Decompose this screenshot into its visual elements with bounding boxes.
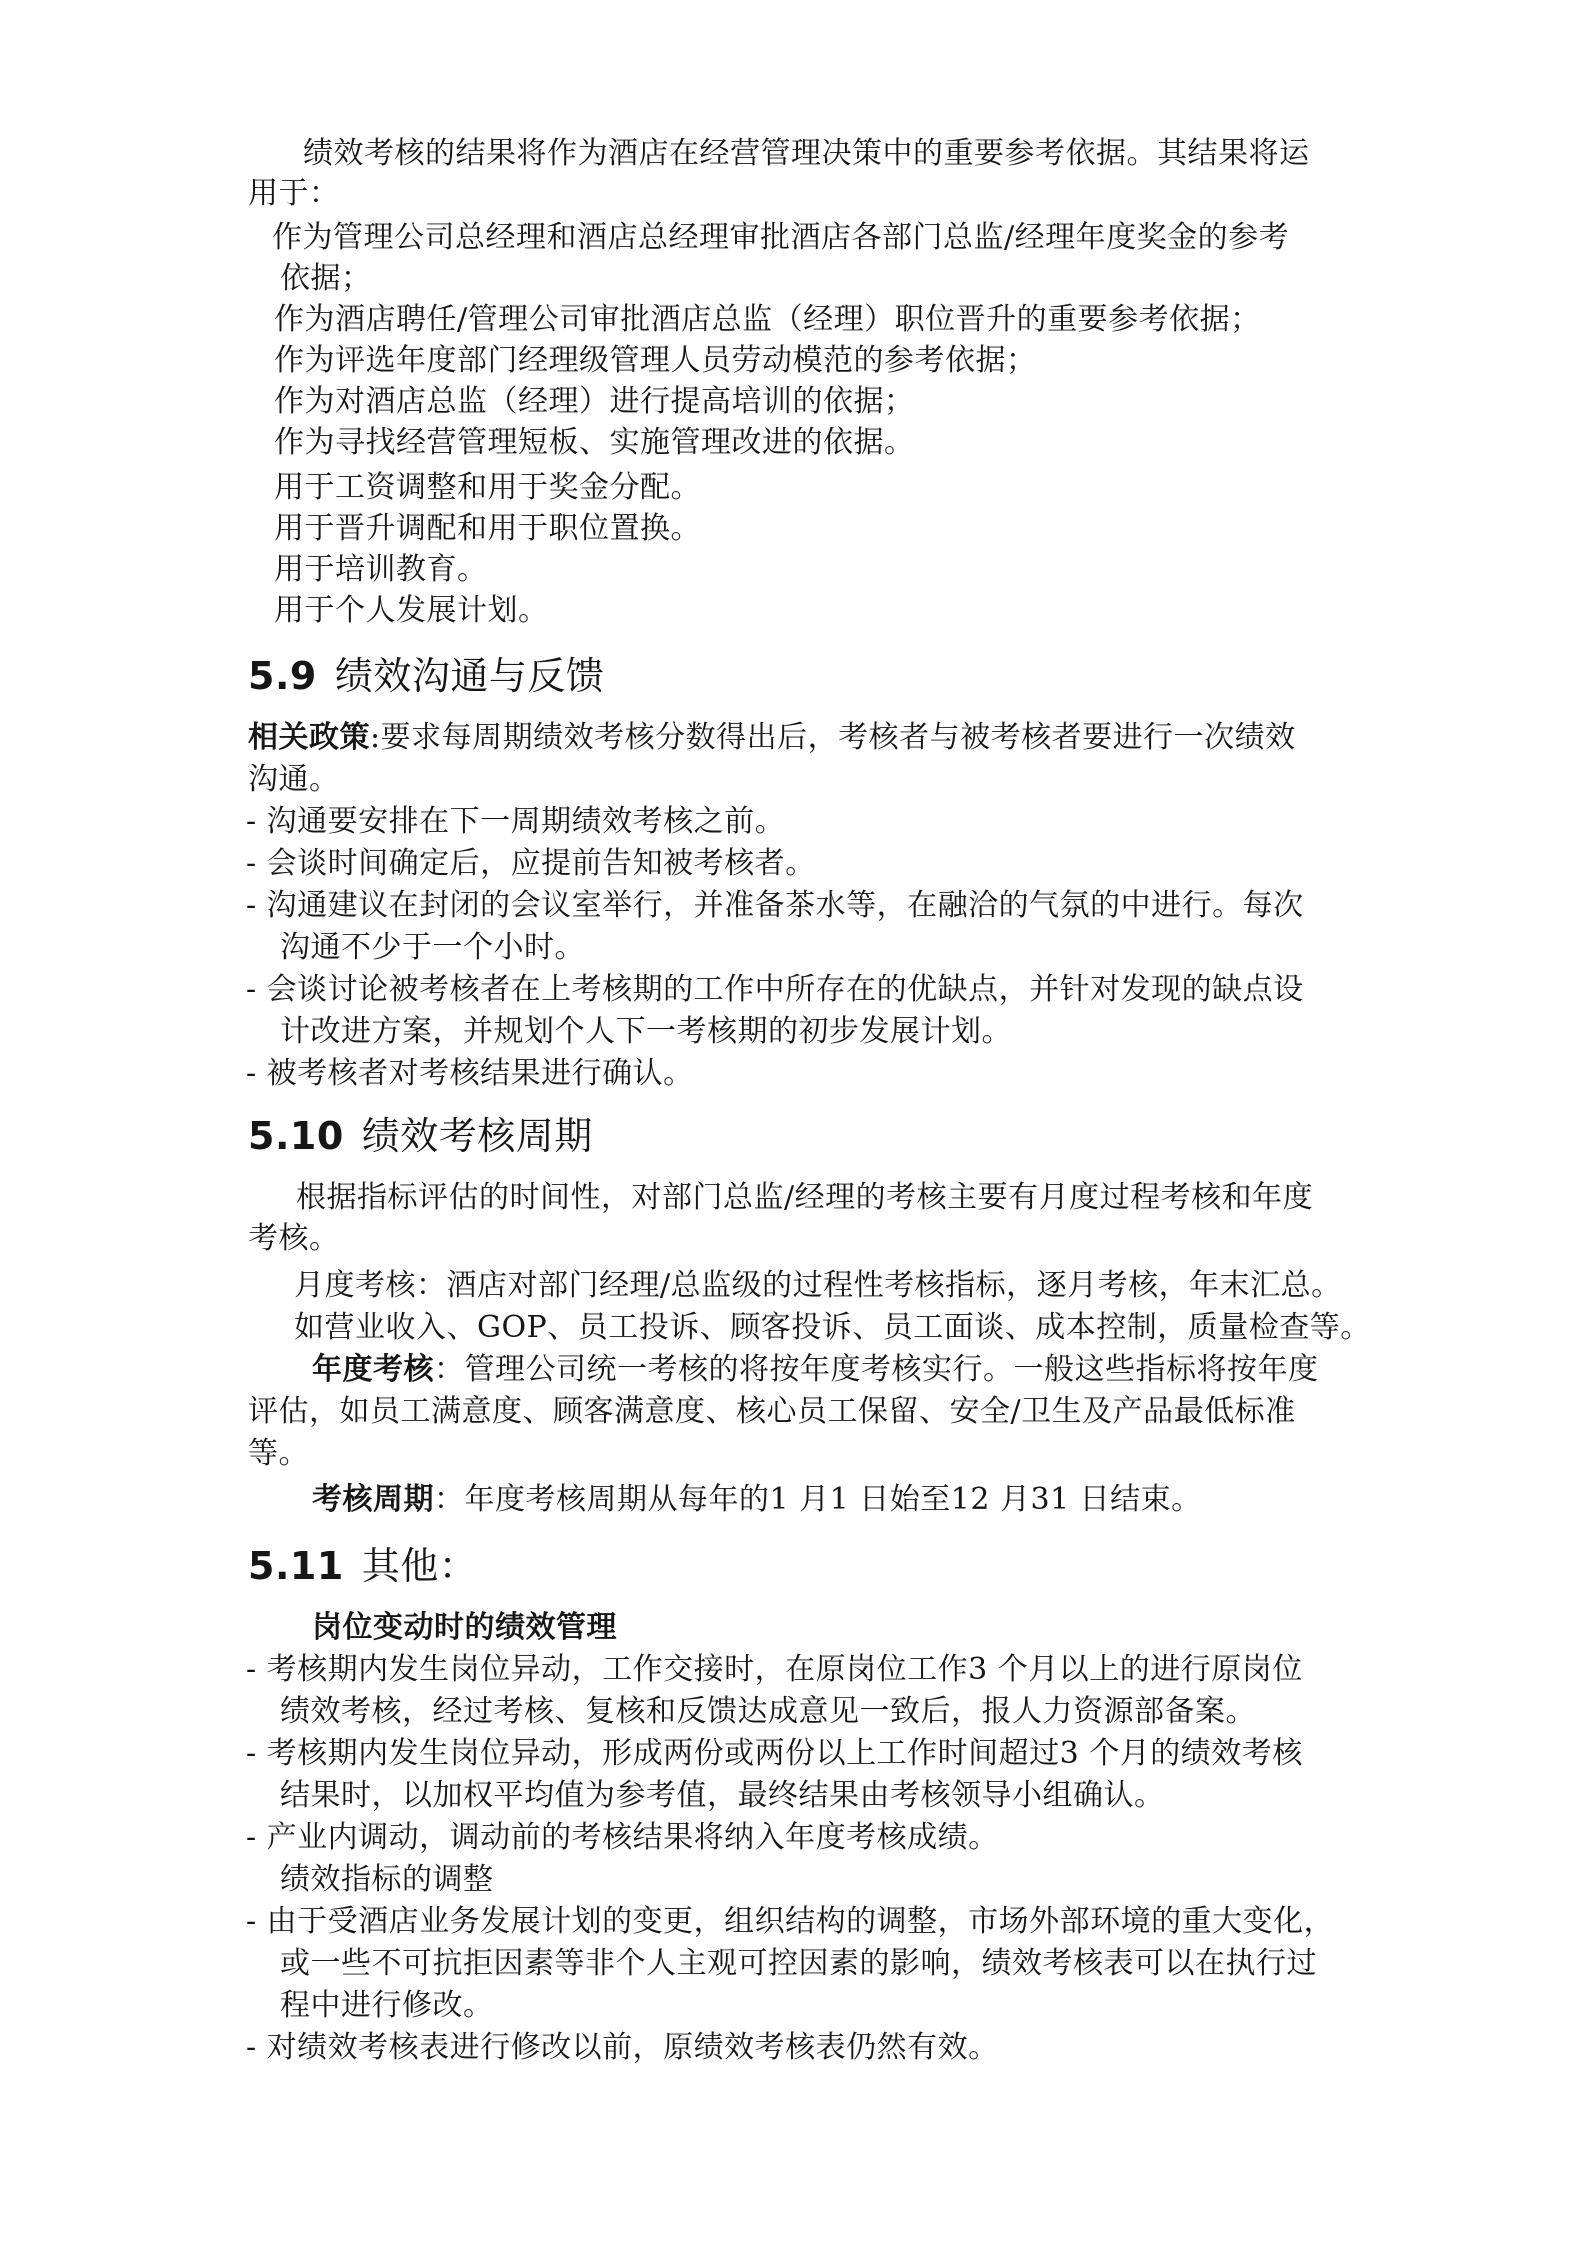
paragraph-line: 如营业收入、GOP、员工投诉、顾客投诉、员工面谈、成本控制，质量检查等。 <box>294 1310 1371 1345</box>
period-text: ：年度考核周期从每年的1 月1 日始至12 月31 日结束。 <box>434 1482 1202 1517</box>
use-item: 用于个人发展计划。 <box>274 593 549 628</box>
paragraph-line: 根据指标评估的时间性，对部门总监/经理的考核主要有月度过程考核和年度 <box>296 1180 1314 1215</box>
list-item: - 产业内调动，调动前的考核结果将纳入年度考核成绩。 <box>246 1820 999 1855</box>
policy-label: 相关政策 <box>248 720 370 755</box>
list-item: 结果时，以加权平均值为参考值，最终结果由考核领导小组确认。 <box>280 1778 1165 1813</box>
list-item: - 考核期内发生岗位异动，工作交接时，在原岗位工作3 个月以上的进行原岗位 <box>246 1652 1303 1687</box>
annual-text: ：管理公司统一考核的将按年度考核实行。一般这些指标将按年度 <box>434 1352 1319 1387</box>
subsection-title: 绩效指标的调整 <box>280 1862 494 1897</box>
section-heading-5-10 <box>248 1114 593 1158</box>
section-heading-5-11 <box>248 1544 477 1588</box>
section-number: 5.11 <box>248 1544 344 1588</box>
section-number: 5.10 <box>248 1114 344 1158</box>
intro-line: 绩效考核的结果将作为酒店在经营管理决策中的重要参考依据。其结果将运 <box>303 136 1310 171</box>
use-item: 依据； <box>280 261 372 296</box>
period-line <box>312 1482 1202 1518</box>
list-item: - 由于受酒店业务发展计划的变更，组织结构的调整，市场外部环境的重大变化， <box>246 1904 1335 1939</box>
paragraph-line: 评估，如员工满意度、顾客满意度、核心员工保留、安全/卫生及产品最低标准 <box>248 1394 1296 1429</box>
list-item: - 沟通建议在封闭的会议室举行，并准备茶水等，在融洽的气氛的中进行。每次 <box>246 888 1304 923</box>
section-number: 5.9 <box>248 654 317 698</box>
list-item: - 被考核者对考核结果进行确认。 <box>246 1056 694 1091</box>
list-item: - 考核期内发生岗位异动，形成两份或两份以上工作时间超过3 个月的绩效考核 <box>246 1736 1303 1771</box>
use-item: 作为评选年度部门经理级管理人员劳动模范的参考依据； <box>274 343 1037 378</box>
subsection-title: 岗位变动时的绩效管理 <box>312 1610 617 1645</box>
section-title: 绩效沟通与反馈 <box>334 654 605 698</box>
paragraph-line: 月度考核：酒店对部门经理/总监级的过程性考核指标，逐月考核，年末汇总。 <box>294 1268 1342 1303</box>
list-item: 计改进方案，并规划个人下一考核期的初步发展计划。 <box>280 1014 1012 1049</box>
list-item: 程中进行修改。 <box>280 1988 494 2023</box>
list-item: - 沟通要安排在下一周期绩效考核之前。 <box>246 804 786 839</box>
section-heading-5-9 <box>248 654 604 698</box>
annual-label: 年度考核 <box>312 1352 434 1387</box>
list-item: - 会谈时间确定后，应提前告知被考核者。 <box>246 846 816 881</box>
list-item: 沟通不少于一个小时。 <box>280 930 585 965</box>
use-item: 作为寻找经营管理短板、实施管理改进的依据。 <box>274 425 915 460</box>
list-item: 或一些不可抗拒因素等非个人主观可控因素的影响，绩效考核表可以在执行过 <box>280 1946 1317 1981</box>
annual-line <box>312 1352 1319 1388</box>
policy-line <box>248 720 1296 756</box>
paragraph-line: 等。 <box>248 1436 309 1471</box>
use-item: 用于晋升调配和用于职位置换。 <box>274 511 701 546</box>
paragraph-line: 考核。 <box>248 1221 340 1256</box>
policy-text: :要求每周期绩效考核分数得出后，考核者与被考核者要进行一次绩效 <box>370 720 1296 755</box>
period-label: 考核周期 <box>312 1482 434 1517</box>
intro-line: 用于： <box>248 176 340 211</box>
policy-line: 沟通。 <box>248 762 340 797</box>
list-item: 绩效考核，经过考核、复核和反馈达成意见一致后，报人力资源部备案。 <box>280 1694 1256 1729</box>
use-item: 用于工资调整和用于奖金分配。 <box>274 470 701 505</box>
use-item: 用于培训教育。 <box>274 552 488 587</box>
list-item: - 会谈讨论被考核者在上考核期的工作中所存在的优缺点，并针对发现的缺点设 <box>246 972 1304 1007</box>
section-title: 绩效考核周期 <box>361 1114 593 1158</box>
list-item: - 对绩效考核表进行修改以前，原绩效考核表仍然有效。 <box>246 2030 999 2065</box>
section-title: 其他： <box>361 1544 478 1588</box>
use-item: 作为酒店聘任/管理公司审批酒店总监（经理）职位晋升的重要参考依据； <box>274 302 1261 337</box>
use-item: 作为对酒店总监（经理）进行提高培训的依据； <box>274 384 915 419</box>
use-item: 作为管理公司总经理和酒店总经理审批酒店各部门总监/经理年度奖金的参考 <box>272 220 1290 255</box>
